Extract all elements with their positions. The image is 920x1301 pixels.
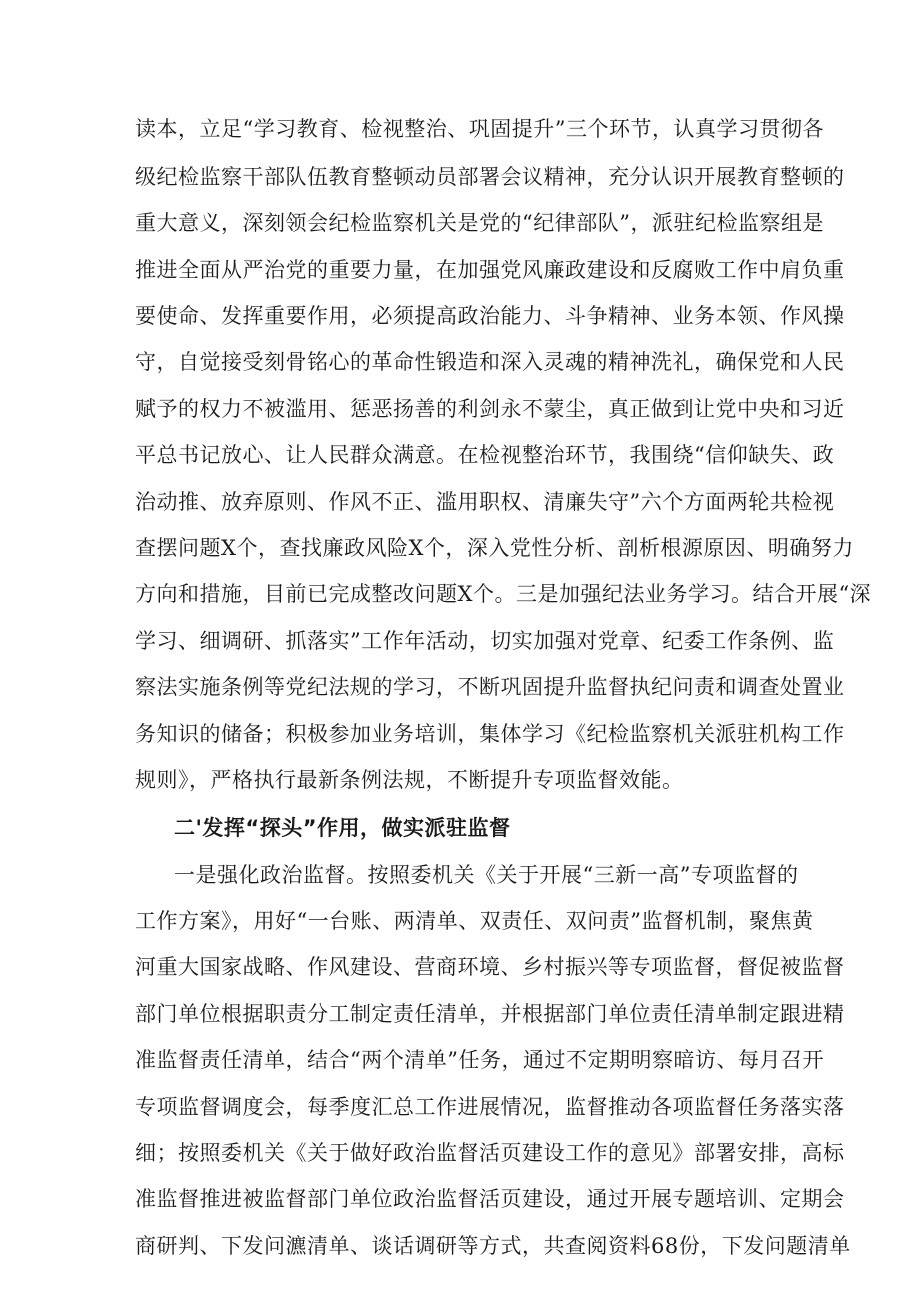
text-line: 专项监督调度会，每季度汇总工作进展情况，监督推动各项监督任务落实落	[135, 1095, 845, 1119]
text-line: 平总书记放心、让人民群众满意。在检视整治环节，我围绕“信仰缺失、政	[135, 443, 835, 467]
text-line: 准监督推进被监督部门单位政治监督活页建设，通过开展专题培训、定期会	[135, 1187, 845, 1211]
text-line: 赋予的权力不被滥用、惩恶扬善的利剑永不蒙尘，真正做到让党中央和习近	[135, 397, 845, 421]
text-line: 河重大国家战略、作风建设、营商环境、乡村振兴等专项监督，督促被监督	[135, 955, 845, 979]
text-line: 准监督责任清单，结合“两个清单”任务，通过不定期明察暗访、每月召开	[135, 1048, 824, 1072]
text-line: 察法实施条例等党纪法规的学习，不断巩固提升监督执纪问责和调查处置业	[135, 675, 845, 699]
text-line: 读本，立足“学习教育、检视整治、巩固提升”三个环节，认真学习贯彻各	[135, 117, 824, 141]
text-line: 治动推、放弃原则、作风不正、滥用职权、清廉失守”六个方面两轮共检视	[135, 490, 835, 514]
text-line: 级纪检监察干部队伍教育整顿动员部署会议精神，充分认识开展教育整顿的	[135, 165, 845, 189]
text-line: 查摆问题X个，查找廉政风险X个，深入党性分析、剖析根源原因、明确努力	[135, 536, 854, 560]
text-line: 推进全面从严治党的重要力量，在加强党风廉政建设和反腐败工作中肩负重	[135, 258, 845, 282]
text-line: 规则》，严格执行最新条例法规，不断提升专项监督效能。	[135, 768, 684, 792]
text-line: 重大意义，深刻领会纪检监察机关是党的“纪律部队”，派驻纪检监察组是	[135, 211, 824, 235]
text-line: 部门单位根据职责分工制定责任清单，并根据部门单位责任清单制定跟进精	[135, 1002, 845, 1026]
section-heading: 二'发挥“探头”作用，做实派驻监督	[174, 816, 511, 840]
text-line: 守，自觉接受刻骨铭心的革命性锻造和深入灵魂的精神洗礼，确保党和人民	[135, 350, 845, 374]
text-line: 方向和措施，目前已完成整改问题X个。三是加强纪法业务学习。结合开展“深	[135, 582, 872, 606]
text-line: 商研判、下发问瀌清单、谈话调研等方式，共查阅资料68份，下发问题清单	[135, 1234, 851, 1258]
text-line: 一是强化政治监督。按照委机关《关于开展“三新一高”专项监督的	[174, 863, 799, 887]
text-line: 工作方案》，用好“一台账、两清单、双责任、双问责”监督机制，聚焦黄	[135, 909, 814, 933]
text-line: 细；按照委机关《关于做好政治监督活页建设工作的意见》部署安排，高标	[135, 1141, 845, 1165]
text-line: 学习、细调研、抓落实”工作年活动，切实加强对党章、纪委工作条例、监	[135, 629, 835, 653]
text-line: 务知识的储备；积极参加业务培训，集体学习《纪检监察机关派驻机构工作	[135, 722, 845, 746]
text-line: 要使命、发挥重要作用，必须提高政治能力、斗争精神、业务本领、作风操	[135, 304, 845, 328]
